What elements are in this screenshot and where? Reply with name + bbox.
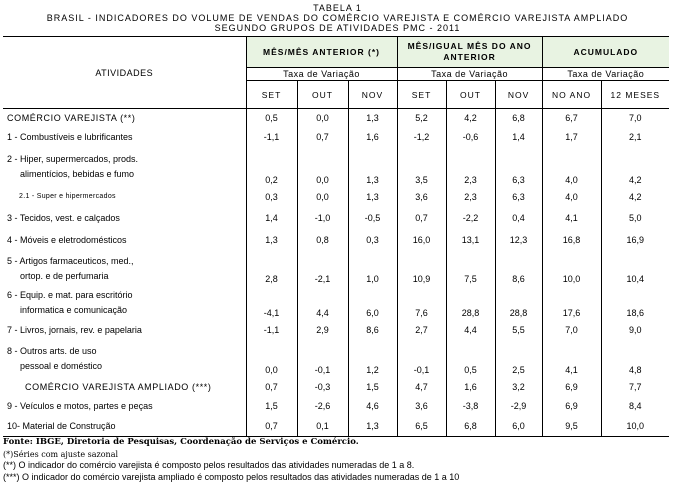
taxa-label-3: Taxa de Variação: [542, 68, 669, 81]
table-cell: 9,0: [601, 320, 669, 341]
table-cell: 5,0: [601, 207, 669, 229]
row-label-line2: alimentícios, bebidas e fumo: [20, 168, 135, 179]
table-row: [3, 341, 669, 377]
table-cell: 1,4: [495, 128, 542, 147]
table-cell: 10,0: [601, 416, 669, 437]
table-cell: 1,5: [348, 377, 397, 397]
table-cell: 2,7: [397, 320, 446, 341]
table-cell: 0,5: [246, 109, 297, 128]
col-header: 12 MESES: [601, 81, 669, 109]
table-cell: -0,6: [446, 128, 495, 147]
table-cell: 8,6: [348, 320, 397, 341]
table-cell: -4,1: [246, 286, 297, 320]
col-header: SET: [246, 81, 297, 109]
source-note: Fonte: IBGE, Diretoria de Pesquisas, Coordenação de Serviços e Comércio.: [3, 437, 359, 447]
table-cell: 18,6: [601, 286, 669, 320]
group-yoy-line1: MÊS/IGUAL MÊS DO ANO: [407, 41, 532, 51]
notes: [3, 437, 459, 483]
table-cell: 0,0: [246, 341, 297, 377]
table-cell: 1,5: [246, 397, 297, 416]
table-row: [3, 320, 669, 341]
table-row: [3, 128, 669, 147]
table-cell: 7,0: [542, 320, 601, 341]
table-cell: 4,2: [601, 187, 669, 207]
table-cell: 12,3: [495, 229, 542, 252]
row-label: [3, 286, 246, 320]
note-2: (**) O indicador do comércio varejista é composto pelos resultados das atividades numeradas de 1 a 8.: [3, 460, 415, 470]
table-cell: 1,6: [348, 128, 397, 147]
table-cell: 0,0: [297, 109, 348, 128]
table-cell: 4,2: [601, 147, 669, 187]
table-cell: -0,1: [397, 341, 446, 377]
table-cell: 2,9: [297, 320, 348, 341]
table-row: [3, 207, 669, 229]
table-cell: 3,6: [397, 397, 446, 416]
table-cell: 1,3: [348, 416, 397, 437]
row-label: [3, 341, 246, 377]
table-cell: 4,4: [297, 286, 348, 320]
row-label: 1 - Combustíveis e lubrificantes: [7, 132, 133, 142]
table-cell: -2,1: [297, 252, 348, 286]
table-cell: 1,3: [348, 147, 397, 187]
table-cell: 16,9: [601, 229, 669, 252]
table-row: [3, 397, 669, 416]
taxa-label-2: Taxa de Variação: [397, 68, 542, 81]
col-header: OUT: [446, 81, 495, 109]
table-cell: 6,3: [495, 147, 542, 187]
table-cell: 8,4: [601, 397, 669, 416]
col-header: NOV: [348, 81, 397, 109]
row-label: 7 - Livros, jornais, rev. e papelaria: [7, 325, 142, 335]
table-cell: 9,5: [542, 416, 601, 437]
col-header: NOV: [495, 81, 542, 109]
col-header: NO ANO: [542, 81, 601, 109]
row-label-line2: informatica e comunicação: [20, 304, 128, 315]
row-label-line1: 8 - Outros arts. de uso: [7, 345, 97, 356]
table-cell: 4,4: [446, 320, 495, 341]
note-1: (*)Séries com ajuste sazonal: [3, 449, 119, 459]
data-table: [3, 36, 669, 437]
table-cell: 0,7: [246, 416, 297, 437]
row-label: COMÉRCIO VAREJISTA (**): [7, 113, 136, 124]
note-3: (***) O indicador do comércio varejista ampliado é composto pelos resultados das atividades numeradas de 1 a 10: [3, 471, 460, 482]
table-cell: -0,5: [348, 207, 397, 229]
table-row: [3, 252, 669, 286]
table-cell: 2,3: [446, 147, 495, 187]
table-cell: 4,0: [542, 147, 601, 187]
table-cell: 6,8: [495, 109, 542, 128]
table-cell: 1,3: [246, 229, 297, 252]
table-cell: 5,2: [397, 109, 446, 128]
table-cell: 0,5: [446, 341, 495, 377]
table-cell: 1,3: [348, 109, 397, 128]
table-cell: 2,1: [601, 128, 669, 147]
table-cell: 7,0: [601, 109, 669, 128]
table-cell: 3,5: [397, 147, 446, 187]
table-body: [3, 109, 669, 437]
table-cell: 0,2: [246, 147, 297, 187]
table-cell: -1,2: [397, 128, 446, 147]
row-label-line2: ortop. e de perfumaria: [20, 270, 109, 281]
group-accum-header: ACUMULADO: [542, 37, 669, 68]
table-cell: 10,9: [397, 252, 446, 286]
table-cell: 2,8: [246, 252, 297, 286]
table-cell: 2,5: [495, 341, 542, 377]
table-cell: 28,8: [495, 286, 542, 320]
table-cell: -2,6: [297, 397, 348, 416]
table-cell: -1,1: [246, 320, 297, 341]
table-row: [3, 377, 669, 397]
table-row: [3, 109, 669, 128]
row-label: 10- Material de Construção: [3, 416, 246, 437]
table-cell: -2,9: [495, 397, 542, 416]
table-cell: 6,9: [542, 397, 601, 416]
table-cell: 6,9: [542, 377, 601, 397]
table-cell: 0,8: [297, 229, 348, 252]
table-cell: 0,3: [348, 229, 397, 252]
table-number: TABELA 1: [313, 3, 362, 13]
row-label: COMÉRCIO VAREJISTA AMPLIADO (***): [25, 381, 212, 392]
table-row: [3, 147, 669, 187]
table-cell: 0,4: [495, 207, 542, 229]
row-label: [3, 147, 246, 187]
table-row: [3, 187, 669, 207]
table-cell: 4,1: [542, 207, 601, 229]
row-label: [3, 252, 246, 286]
table-cell: 6,0: [348, 286, 397, 320]
row-label-line2: pessoal e doméstico: [20, 360, 103, 371]
table-cell: 6,8: [446, 416, 495, 437]
table-cell: 1,2: [348, 341, 397, 377]
table-cell: 4,1: [542, 341, 601, 377]
table-cell: 1,6: [446, 377, 495, 397]
table-cell: 2,3: [446, 187, 495, 207]
row-label: 4 - Móveis e eletrodomésticos: [7, 235, 127, 245]
table-cell: 10,0: [542, 252, 601, 286]
table-cell: 13,1: [446, 229, 495, 252]
table-cell: -0,3: [297, 377, 348, 397]
col-header: SET: [397, 81, 446, 109]
taxa-label-1: Taxa de Variação: [246, 68, 397, 81]
table-cell: 7,5: [446, 252, 495, 286]
table-cell: 0,0: [297, 147, 348, 187]
table-cell: 4,0: [542, 187, 601, 207]
table-row: [3, 286, 669, 320]
group-yoy-line2: ANTERIOR: [443, 52, 496, 62]
table-cell: 4,7: [397, 377, 446, 397]
table-cell: 3,6: [397, 187, 446, 207]
table-cell: 3,2: [495, 377, 542, 397]
table-cell: 1,3: [348, 187, 397, 207]
table-cell: 0,7: [397, 207, 446, 229]
row-label-line1: 6 - Equip. e mat. para escritório: [7, 289, 133, 300]
table-cell: -0,1: [297, 341, 348, 377]
table-cell: 0,0: [297, 187, 348, 207]
table-cell: 0,7: [297, 128, 348, 147]
table-cell: 4,8: [601, 341, 669, 377]
row-label: 2.1 - Super e hipermercados: [19, 193, 116, 200]
table-title: BRASIL - INDICADORES DO VOLUME DE VENDAS DO COMÉRCIO VAREJISTA E COMÉRCIO VAREJISTA AMPLIADO: [46, 13, 629, 23]
table-cell: 0,7: [246, 377, 297, 397]
table-cell: -2,2: [446, 207, 495, 229]
table-cell: 7,6: [397, 286, 446, 320]
group-yoy-header: [397, 37, 542, 68]
table-row: [3, 229, 669, 252]
table-cell: 16,8: [542, 229, 601, 252]
activities-header: ATIVIDADES: [3, 37, 246, 109]
col-header: OUT: [297, 81, 348, 109]
row-label: 9 - Veículos e motos, partes e peças: [7, 401, 153, 411]
row-label-line1: 5 - Artigos farmaceuticos, med.,: [7, 255, 134, 266]
table-cell: -1,1: [246, 128, 297, 147]
table-cell: 4,6: [348, 397, 397, 416]
table-cell: 8,6: [495, 252, 542, 286]
row-label-line1: 2 - Hiper, supermercados, prods.: [7, 153, 139, 164]
table-cell: 6,3: [495, 187, 542, 207]
table-cell: 0,3: [246, 187, 297, 207]
table-cell: 1,0: [348, 252, 397, 286]
table-cell: 6,7: [542, 109, 601, 128]
table-cell: 16,0: [397, 229, 446, 252]
table-cell: 4,2: [446, 109, 495, 128]
table-cell: 28,8: [446, 286, 495, 320]
table-cell: -3,8: [446, 397, 495, 416]
group-mom-header: MÊS/MÊS ANTERIOR (*): [246, 37, 397, 68]
table-cell: 6,0: [495, 416, 542, 437]
table-row: [3, 416, 669, 437]
table-cell: 1,4: [246, 207, 297, 229]
table-cell: 1,7: [542, 128, 601, 147]
table-cell: 10,4: [601, 252, 669, 286]
row-label: 3 - Tecidos, vest. e calçados: [7, 212, 120, 223]
table-cell: 7,7: [601, 377, 669, 397]
table-subtitle: SEGUNDO GRUPOS DE ATIVIDADES PMC - 2011: [214, 23, 461, 33]
table-cell: 0,1: [297, 416, 348, 437]
table-cell: 17,6: [542, 286, 601, 320]
table-cell: 5,5: [495, 320, 542, 341]
table-cell: -1,0: [297, 207, 348, 229]
table-cell: 6,5: [397, 416, 446, 437]
